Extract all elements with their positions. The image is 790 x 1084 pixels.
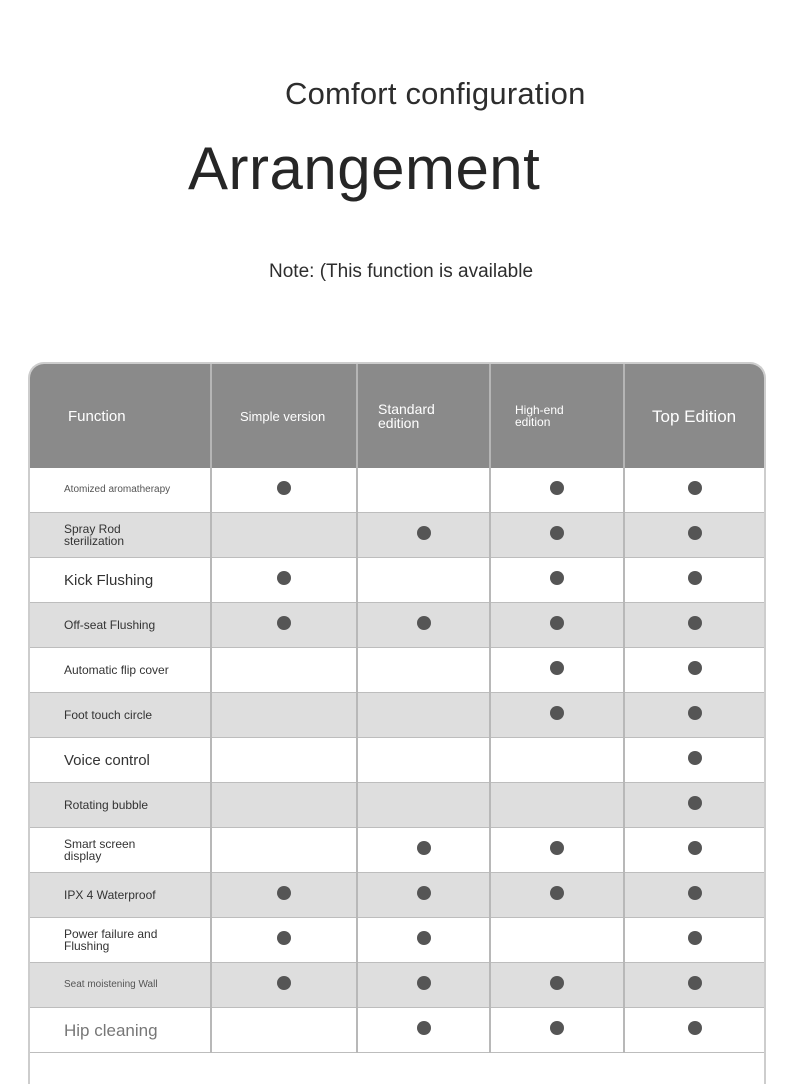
availability-cell [211, 963, 357, 1008]
availability-cell [357, 468, 490, 513]
availability-cell [624, 1008, 764, 1053]
column-header-simple: Simple version [211, 364, 357, 468]
available-dot-icon [417, 526, 431, 540]
function-label: Smart screen display [64, 837, 136, 863]
available-dot-icon [688, 751, 702, 765]
available-dot-icon [277, 976, 291, 990]
column-header-high-end: High-end edition [490, 364, 624, 468]
available-dot-icon [688, 661, 702, 675]
availability-cell [357, 1008, 490, 1053]
table-row [30, 693, 764, 738]
availability-cell [490, 603, 624, 648]
available-dot-icon [550, 481, 564, 495]
table-row [30, 783, 764, 828]
availability-cell [490, 963, 624, 1008]
subtitle: Comfort configuration [285, 76, 586, 111]
table-header-row [30, 364, 764, 468]
availability-cell [624, 603, 764, 648]
column-header-standard: Standard edition [357, 364, 490, 468]
availability-cell [624, 828, 764, 873]
availability-cell [490, 693, 624, 738]
available-dot-icon [688, 931, 702, 945]
availability-cell [211, 648, 357, 693]
availability-cell [211, 783, 357, 828]
availability-cell [490, 918, 624, 963]
availability-cell [357, 603, 490, 648]
function-cell [30, 648, 211, 693]
table-body [30, 468, 764, 1053]
available-dot-icon [550, 571, 564, 585]
availability-cell [624, 693, 764, 738]
table-row [30, 603, 764, 648]
availability-cell [624, 468, 764, 513]
available-dot-icon [550, 886, 564, 900]
function-label: IPX 4 Waterproof [64, 888, 156, 902]
available-dot-icon [688, 706, 702, 720]
available-dot-icon [550, 526, 564, 540]
availability-cell [211, 828, 357, 873]
available-dot-icon [417, 841, 431, 855]
available-dot-icon [688, 886, 702, 900]
function-label: Rotating bubble [64, 798, 149, 812]
availability-cell [624, 963, 764, 1008]
page-title: Arrangement [188, 135, 541, 202]
available-dot-icon [417, 886, 431, 900]
availability-cell [490, 783, 624, 828]
availability-cell [357, 828, 490, 873]
function-label: Spray Rod sterilization [64, 522, 125, 548]
availability-cell [624, 513, 764, 558]
available-dot-icon [417, 616, 431, 630]
available-dot-icon [688, 616, 702, 630]
available-dot-icon [277, 931, 291, 945]
availability-cell [624, 558, 764, 603]
availability-cell [211, 738, 357, 783]
availability-cell [624, 918, 764, 963]
availability-cell [357, 783, 490, 828]
availability-cell [211, 918, 357, 963]
availability-cell [490, 648, 624, 693]
availability-cell [211, 468, 357, 513]
availability-cell [357, 693, 490, 738]
available-dot-icon [688, 571, 702, 585]
table-row [30, 828, 764, 873]
function-label: Automatic flip cover [64, 663, 169, 677]
available-dot-icon [277, 571, 291, 585]
comparison-table [30, 364, 764, 1053]
function-cell [30, 513, 211, 558]
column-header-top: Top Edition [624, 364, 764, 468]
table-row [30, 963, 764, 1008]
function-cell [30, 693, 211, 738]
availability-cell [211, 693, 357, 738]
function-cell [30, 603, 211, 648]
function-cell [30, 828, 211, 873]
availability-cell [490, 513, 624, 558]
available-dot-icon [550, 1021, 564, 1035]
available-dot-icon [277, 481, 291, 495]
available-dot-icon [688, 526, 702, 540]
function-cell [30, 918, 211, 963]
available-dot-icon [688, 796, 702, 810]
availability-cell [357, 963, 490, 1008]
availability-cell [357, 558, 490, 603]
available-dot-icon [550, 841, 564, 855]
table-row [30, 873, 764, 918]
availability-cell [624, 738, 764, 783]
table-row [30, 1008, 764, 1053]
available-dot-icon [688, 481, 702, 495]
function-label: Off-seat Flushing [64, 618, 156, 632]
available-dot-icon [417, 931, 431, 945]
available-dot-icon [550, 976, 564, 990]
available-dot-icon [550, 661, 564, 675]
column-header-function: Function [30, 364, 211, 468]
availability-cell [357, 513, 490, 558]
availability-cell [357, 918, 490, 963]
table-row [30, 648, 764, 693]
function-cell [30, 558, 211, 603]
function-label: Hip cleaning [64, 1020, 158, 1040]
note-text: Note: (This function is available [269, 261, 534, 282]
function-label: Voice control [64, 751, 150, 769]
available-dot-icon [417, 976, 431, 990]
available-dot-icon [550, 706, 564, 720]
function-cell [30, 468, 211, 513]
available-dot-icon [688, 976, 702, 990]
availability-cell [490, 558, 624, 603]
availability-cell [624, 648, 764, 693]
availability-cell [211, 1008, 357, 1053]
table-row [30, 468, 764, 513]
function-cell [30, 963, 211, 1008]
function-label: Power failure and Flushing [64, 927, 158, 953]
availability-cell [357, 873, 490, 918]
function-cell [30, 1008, 211, 1053]
available-dot-icon [550, 616, 564, 630]
availability-cell [211, 873, 357, 918]
table-row [30, 513, 764, 558]
available-dot-icon [688, 1021, 702, 1035]
available-dot-icon [277, 886, 291, 900]
available-dot-icon [417, 1021, 431, 1035]
availability-cell [490, 828, 624, 873]
function-cell [30, 783, 211, 828]
availability-cell [357, 648, 490, 693]
availability-cell [624, 783, 764, 828]
function-cell [30, 873, 211, 918]
function-cell [30, 738, 211, 783]
availability-cell [624, 873, 764, 918]
function-label: Kick Flushing [64, 571, 154, 589]
availability-cell [490, 468, 624, 513]
availability-cell [490, 1008, 624, 1053]
table-row [30, 558, 764, 603]
function-label: Seat moistening Wall [64, 979, 158, 990]
availability-cell [490, 873, 624, 918]
function-label: Atomized aromatherapy [64, 484, 171, 495]
availability-cell [211, 513, 357, 558]
availability-cell [211, 603, 357, 648]
availability-cell [490, 738, 624, 783]
available-dot-icon [688, 841, 702, 855]
table-row [30, 738, 764, 783]
available-dot-icon [277, 616, 291, 630]
table-row [30, 918, 764, 963]
availability-cell [357, 738, 490, 783]
function-label: Foot touch circle [64, 708, 153, 722]
availability-cell [211, 558, 357, 603]
comparison-table-container [28, 362, 766, 1084]
